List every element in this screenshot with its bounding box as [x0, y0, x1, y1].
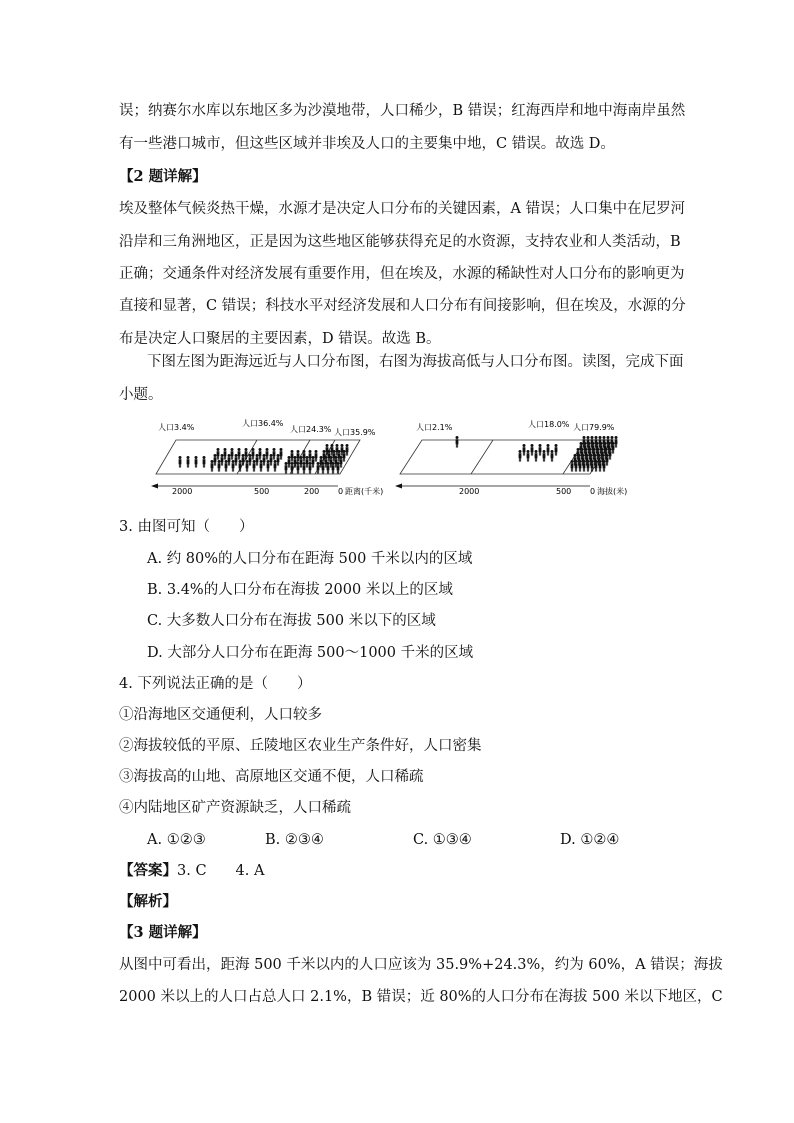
question-3-option-b: B. 3.4%的人口分布在海拔 2000 米以上的区域: [147, 582, 453, 598]
distance-axis-label: 距离(千米): [345, 487, 384, 496]
person-icon: [267, 460, 270, 472]
text-line: 埃及整体气候炎热干燥，水源才是决定人口分布的关键因素，A 错误；人口集中在尼罗河: [119, 201, 686, 217]
distance-tick-200: 200: [304, 487, 320, 496]
question-4-item-2: ②海拔较低的平原、丘陵地区农业生产条件好，人口密集: [119, 738, 482, 754]
altitude-label-1: 人口2.1%: [416, 423, 453, 432]
text-line: 有一些港口城市，但这些区域并非埃及人口的主要集中地，C 错误。故选 D。: [119, 136, 615, 152]
person-icon: [253, 460, 256, 472]
person-icon: [266, 448, 269, 460]
person-icon: [228, 454, 231, 466]
distance-label-2: 人口36.4%: [242, 419, 284, 428]
section-heading: 【3 题详解】: [119, 924, 207, 941]
person-icon: [288, 456, 291, 468]
answer-text: 3. C 4. A: [177, 863, 265, 879]
person-icon: [456, 436, 459, 448]
person-icon: [280, 448, 283, 460]
altitude-label-3: 人口79.9%: [573, 423, 615, 432]
altitude-tick-0: 0: [590, 487, 596, 496]
distance-tick-0: 0: [338, 487, 344, 496]
person-icon: [300, 456, 303, 468]
text-line: 误；纳赛尔水库以东地区多为沙漠地带，人口稀少，B 错误；红海西岸和地中海南岸虽然: [119, 103, 686, 119]
person-icon: [187, 456, 190, 468]
text-line: 2000 米以上的人口占总人口 2.1%，B 错误；近 80%的人口分布在海拔 500 米以下地区，C: [119, 989, 723, 1005]
person-icon: [523, 444, 526, 456]
person-icon: [543, 450, 546, 462]
person-icon: [274, 460, 277, 472]
question-4-item-3: ③海拔高的山地、高原地区交通不便，人口稀疏: [119, 769, 424, 785]
distance-panel: [151, 418, 383, 496]
person-icon: [336, 444, 339, 456]
question-4-option-d: D. ①②④: [560, 832, 620, 848]
person-icon: [341, 444, 344, 456]
question-4-option-b: B. ②③④: [265, 832, 324, 848]
person-icon: [555, 444, 558, 456]
person-icon: [309, 462, 312, 474]
person-icon: [531, 444, 534, 456]
person-icon: [252, 448, 255, 460]
person-icon: [214, 454, 217, 466]
person-icon: [291, 462, 294, 474]
text-line: 小题。: [119, 387, 163, 403]
text-line: 正确；交通条件对经济发展有重要作用，但在埃及，水源的稀缺性对人口分布的影响更为: [119, 266, 685, 282]
person-icon: [527, 450, 530, 462]
question-3-option-d: D. 大部分人口分布在距海 500～1000 千米的区域: [147, 645, 474, 661]
person-icon: [211, 460, 214, 472]
person-icon: [231, 448, 234, 460]
analysis-heading: 【解析】: [119, 893, 177, 910]
person-icon: [277, 454, 280, 466]
person-icon: [306, 456, 309, 468]
person-icon: [323, 450, 326, 462]
altitude-label-2: 人口18.0%: [528, 420, 570, 429]
person-icon: [535, 450, 538, 462]
person-icon: [312, 456, 315, 468]
person-icon: [238, 448, 241, 460]
person-icon: [256, 454, 259, 466]
person-icon: [259, 448, 262, 460]
question-4-option-a: A. ①②③: [147, 832, 206, 848]
people-icons-distance: [179, 444, 349, 474]
person-icon: [249, 454, 252, 466]
altitude-tick-2000: 2000: [459, 487, 480, 496]
person-icon: [232, 460, 235, 472]
person-icon: [246, 460, 249, 472]
person-icon: [273, 448, 276, 460]
person-icon: [303, 450, 306, 462]
person-icon: [179, 456, 182, 468]
person-icon: [245, 448, 248, 460]
person-icon: [346, 444, 349, 456]
population-distribution-figure: [150, 414, 644, 500]
person-icon: [519, 450, 522, 462]
person-icon: [547, 444, 550, 456]
person-icon: [615, 436, 618, 448]
question-4-stem: 4. 下列说法正确的是（ ）: [119, 676, 312, 692]
altitude-axis-label: 海拔(米): [597, 487, 628, 496]
person-icon: [239, 460, 242, 472]
person-icon: [260, 460, 263, 472]
person-icon: [303, 462, 306, 474]
person-icon: [315, 450, 318, 462]
person-icon: [539, 444, 542, 456]
answer-label: 【答案】: [119, 862, 177, 879]
person-icon: [291, 450, 294, 462]
altitude-panel: [395, 419, 627, 496]
person-icon: [225, 460, 228, 472]
question-4-item-1: ①沿海地区交通便利，人口较多: [119, 707, 322, 723]
people-icons-altitude: [456, 436, 618, 472]
person-icon: [218, 460, 221, 472]
person-icon: [195, 456, 198, 468]
section-heading: 【2 题详解】: [119, 168, 207, 185]
person-icon: [235, 454, 238, 466]
text-line: 下图左图为距海远近与人口分布图，右图为海拔高低与人口分布图。读图，完成下面: [147, 354, 684, 370]
text-line: 从图中可看出，距海 500 千米以内的人口应该为 35.9%+24.3%，约为 60%，A 错误；海拔: [119, 957, 723, 973]
question-3-option-c: C. 大多数人口分布在海拔 500 米以下的区域: [147, 613, 436, 629]
person-icon: [221, 454, 224, 466]
question-3-stem: 3. 由图可知（ ）: [119, 519, 254, 535]
person-icon: [285, 462, 288, 474]
altitude-tick-500: 500: [556, 487, 572, 496]
person-icon: [297, 462, 300, 474]
person-icon: [309, 450, 312, 462]
person-icon: [317, 462, 320, 474]
distance-tick-500: 500: [254, 487, 270, 496]
question-3-option-a: A. 约 80%的人口分布在距海 500 千米以内的区域: [147, 551, 473, 567]
distance-label-3: 人口24.3%: [290, 425, 332, 434]
person-icon: [217, 448, 220, 460]
text-line: 沿岸和三角洲地区，正是因为这些地区能够获得充足的水资源，支持农业和人类活动，B: [119, 234, 681, 250]
person-icon: [551, 450, 554, 462]
text-line: 布是决定人口聚居的主要因素，D 错误。故选 B。: [119, 331, 441, 347]
distance-tick-2000: 2000: [172, 487, 193, 496]
person-icon: [320, 456, 323, 468]
distance-label-1: 人口3.4%: [158, 423, 195, 432]
text-line: 直接和显著，C 错误；科技水平对经济发展和人口分布有间接影响，但在埃及，水源的分: [119, 298, 686, 314]
person-icon: [331, 444, 334, 456]
person-icon: [203, 456, 206, 468]
question-4-item-4: ④内陆地区矿产资源缺乏，人口稀疏: [119, 800, 351, 816]
person-icon: [263, 454, 266, 466]
person-icon: [571, 460, 574, 472]
person-icon: [224, 448, 227, 460]
answer-line: [119, 861, 264, 881]
person-icon: [270, 454, 273, 466]
distance-label-4: 人口35.9%: [334, 428, 376, 437]
question-4-option-c: C. ①③④: [413, 832, 472, 848]
